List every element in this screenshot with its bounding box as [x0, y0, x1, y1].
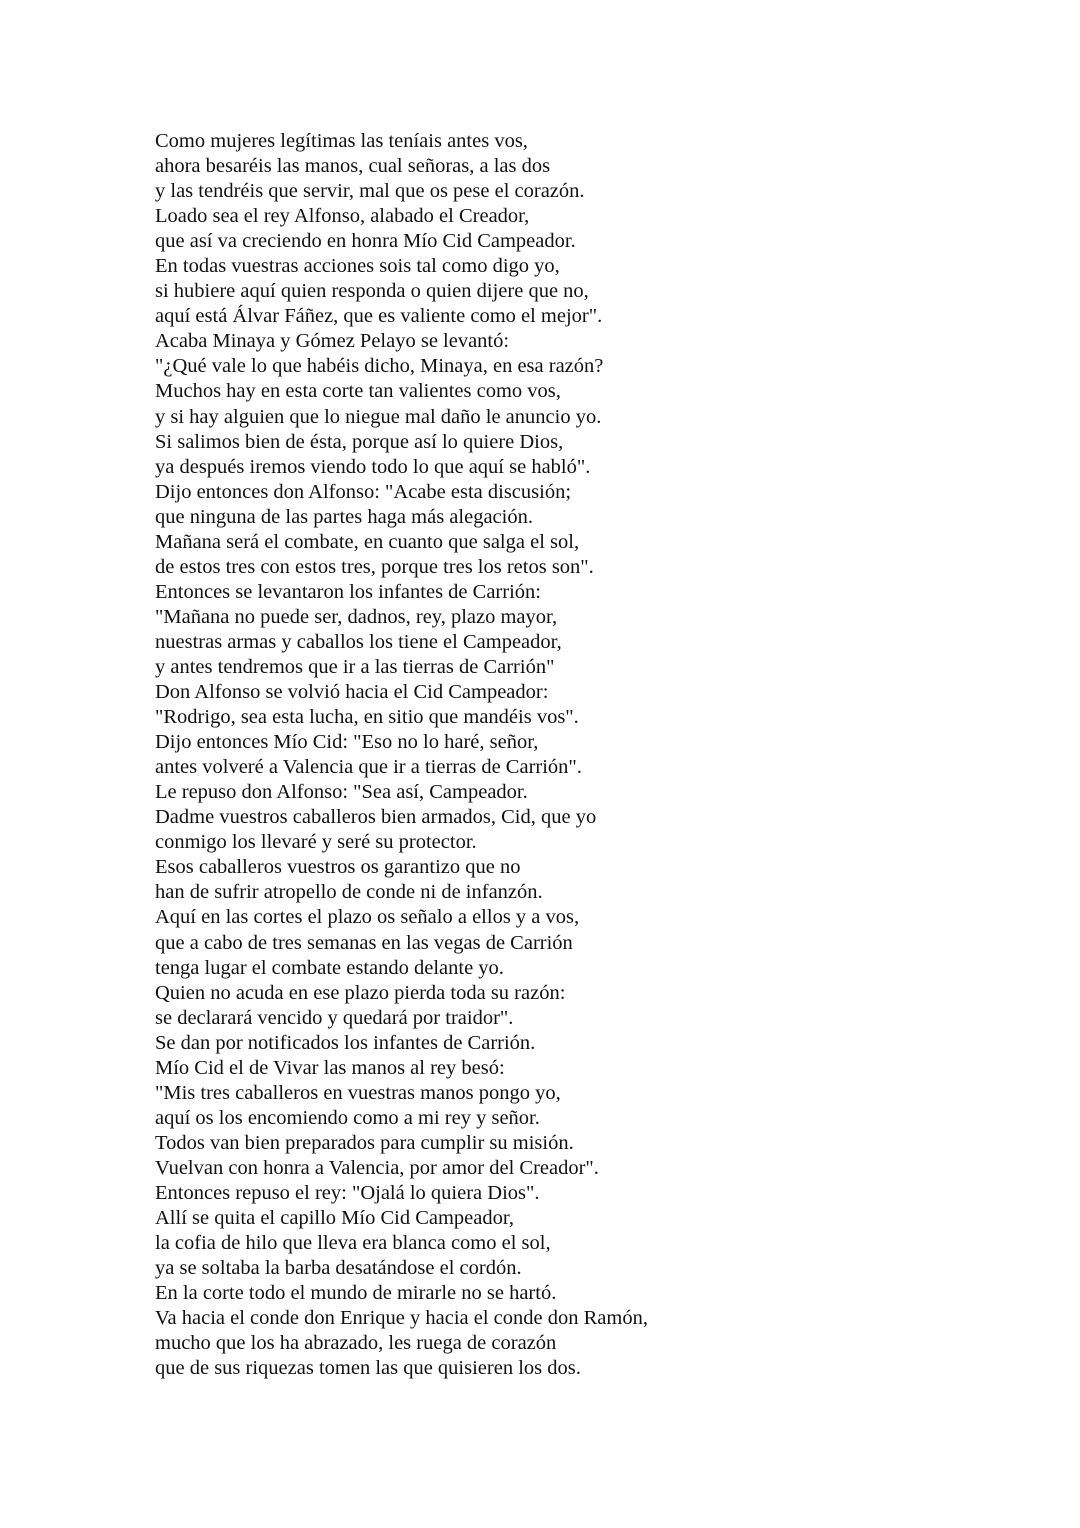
- verse-line: y las tendréis que servir, mal que os pese el corazón.: [155, 180, 585, 203]
- verse-line: Va hacia el conde don Enrique y hacia el conde don Ramón,: [155, 1307, 648, 1330]
- verse-line: que de sus riquezas tomen las que quisieren los dos.: [155, 1357, 581, 1380]
- verse-line: nuestras armas y caballos los tiene el Campeador,: [155, 630, 562, 653]
- verse-line: Todos van bien preparados para cumplir su misión.: [155, 1131, 574, 1154]
- verse-line: Vuelvan con honra a Valencia, por amor del Creador".: [155, 1156, 599, 1179]
- verse-line: Entonces repuso el rey: "Ojalá lo quiera Dios".: [155, 1181, 540, 1204]
- verse-line: Mañana será el combate, en cuanto que salga el sol,: [155, 530, 580, 553]
- verse-line: mucho que los ha abrazado, les ruega de corazón: [155, 1332, 557, 1355]
- verse-line: ya se soltaba la barba desatándose el cordón.: [155, 1257, 522, 1280]
- verse-line: En la corte todo el mundo de mirarle no se hartó.: [155, 1282, 557, 1305]
- verse-line: Loado sea el rey Alfonso, alabado el Creador,: [155, 205, 530, 228]
- verse-line: han de sufrir atropello de conde ni de infanzón.: [155, 881, 543, 904]
- verse-line: "¿Qué vale lo que habéis dicho, Minaya, en esa razón?: [155, 355, 604, 378]
- verse-line: "Mañana no puede ser, dadnos, rey, plazo mayor,: [155, 605, 558, 628]
- verse-line: Si salimos bien de ésta, porque así lo quiere Dios,: [155, 430, 564, 453]
- verse-line: Esos caballeros vuestros os garantizo que no: [155, 856, 521, 879]
- verse-line: Dijo entonces Mío Cid: "Eso no lo haré, señor,: [155, 731, 539, 754]
- verse-line: Entonces se levantaron los infantes de Carrión:: [155, 580, 541, 603]
- verse-line: y antes tendremos que ir a las tierras de Carrión": [155, 655, 555, 678]
- verse-line: Acaba Minaya y Gómez Pelayo se levantó:: [155, 330, 510, 353]
- verse-line: ahora besaréis las manos, cual señoras, a las dos: [155, 155, 551, 178]
- verse-line: que así va creciendo en honra Mío Cid Campeador.: [155, 230, 576, 253]
- verse-line: y si hay alguien que lo niegue mal daño le anuncio yo.: [155, 405, 602, 428]
- verse-line: "Mis tres caballeros en vuestras manos pongo yo,: [155, 1081, 561, 1104]
- verse-line: Muchos hay en esta corte tan valientes como vos,: [155, 380, 561, 403]
- verse-line: se declarará vencido y quedará por traidor".: [155, 1006, 514, 1029]
- verse-line: "Rodrigo, sea esta lucha, en sitio que mandéis vos".: [155, 706, 579, 729]
- verse-line: Allí se quita el capillo Mío Cid Campeador,: [155, 1207, 515, 1230]
- verse-line: de estos tres con estos tres, porque tres los retos son".: [155, 555, 594, 578]
- verse-line: la cofia de hilo que lleva era blanca como el sol,: [155, 1232, 551, 1255]
- verse-line: Mío Cid el de Vivar las manos al rey besó:: [155, 1056, 505, 1079]
- verse-line: Dijo entonces don Alfonso: "Acabe esta discusión;: [155, 480, 572, 503]
- verse-line: Quien no acuda en ese plazo pierda toda su razón:: [155, 981, 566, 1004]
- verse-line: si hubiere aquí quien responda o quien dijere que no,: [155, 280, 589, 303]
- poem-text: [155, 129, 1035, 1381]
- verse-line: Se dan por notificados los infantes de Carrión.: [155, 1031, 536, 1054]
- verse-line: que ninguna de las partes haga más alegación.: [155, 505, 533, 528]
- verse-line: que a cabo de tres semanas en las vegas de Carrión: [155, 931, 573, 954]
- verse-line: Aquí en las cortes el plazo os señalo a ellos y a vos,: [155, 906, 580, 929]
- verse-line: antes volveré a Valencia que ir a tierras de Carrión".: [155, 756, 582, 779]
- verse-line: Como mujeres legítimas las teníais antes vos,: [155, 130, 528, 152]
- verse-line: Don Alfonso se volvió hacia el Cid Campeador:: [155, 681, 549, 704]
- verse-line: Dadme vuestros caballeros bien armados, Cid, que yo: [155, 806, 597, 829]
- verse-line: tenga lugar el combate estando delante yo.: [155, 956, 504, 979]
- verse-line: aquí os los encomiendo como a mi rey y señor.: [155, 1106, 540, 1129]
- verse-line: conmigo los llevaré y seré su protector.: [155, 831, 477, 854]
- verse-line: ya después iremos viendo todo lo que aquí se habló".: [155, 455, 591, 478]
- verse-line: aquí está Álvar Fáñez, que es valiente como el mejor".: [155, 305, 603, 328]
- verse-line: En todas vuestras acciones sois tal como digo yo,: [155, 255, 560, 278]
- verse-line: Le repuso don Alfonso: "Sea así, Campeador.: [155, 781, 528, 804]
